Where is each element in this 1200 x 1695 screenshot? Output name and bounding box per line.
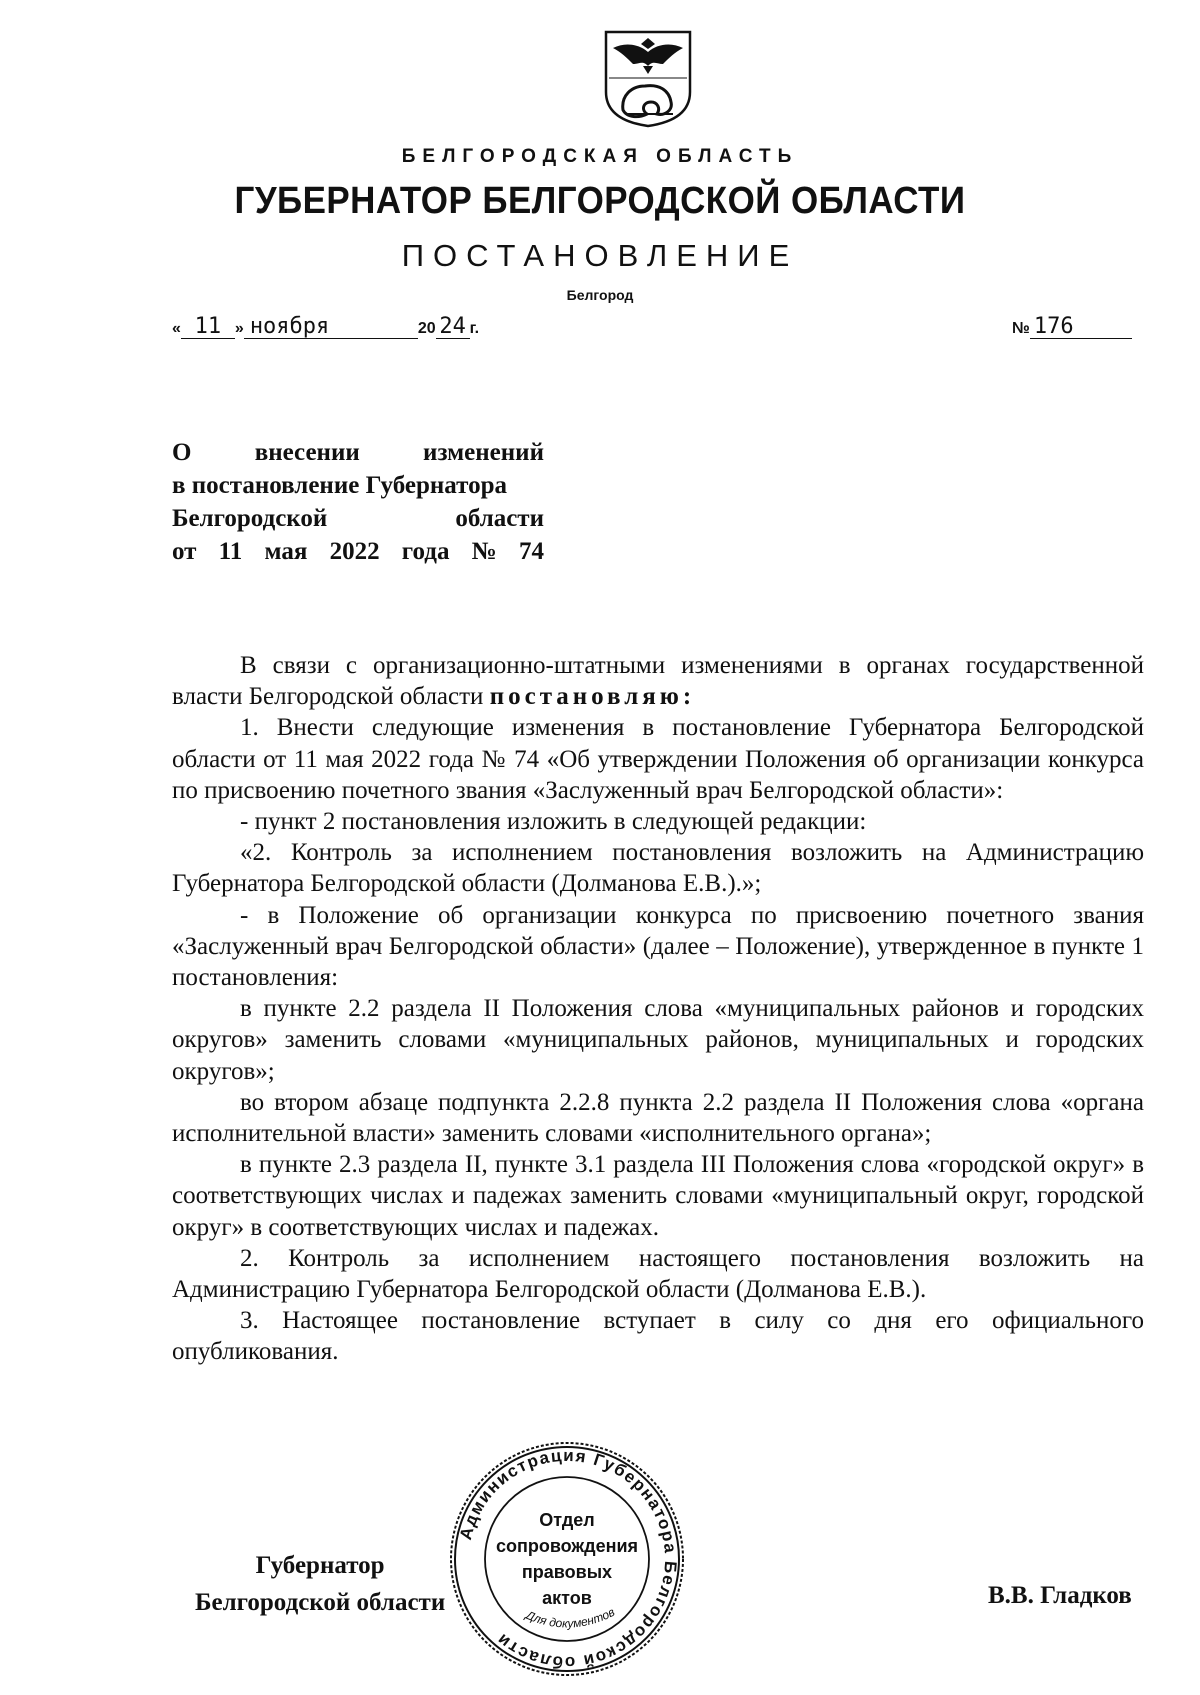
stamp-line: правовых	[521, 1562, 613, 1582]
title-word: внесении	[254, 439, 360, 466]
date-year-mark: г.	[469, 320, 480, 337]
preamble-colon: :	[682, 683, 692, 711]
document-title	[172, 436, 544, 568]
title-word: от	[172, 538, 197, 565]
preamble-text: В связи с организационно-штатными изменениями в органах государственной власти Белгородской области	[172, 652, 1144, 711]
position-line-1: Губернатор	[255, 1552, 385, 1579]
body-paragraph: «2. Контроль за исполнением постановления возложить на Администрацию Губернатора Белгородской области (Долманова Е.В.).»;	[172, 839, 1144, 898]
city-label: Белгород	[566, 287, 634, 303]
title-line-1	[172, 436, 544, 469]
body-paragraph: - пункт 2 постановления изложить в следующей редакции:	[240, 808, 867, 836]
document-date	[172, 316, 479, 339]
title-word: изменений	[423, 439, 544, 466]
number-label: №	[1012, 320, 1030, 337]
body-paragraph-preamble	[172, 650, 1144, 712]
body-paragraph: 1. Внести следующие изменения в постановление Губернатора Белгородской области от 11 мая 2022 года № 74 «Об утверждении Положения об организации конкурса по присвоению почетного звания «Заслуженный врач Белгородской области»:	[172, 714, 1144, 804]
stamp-line: Отдел	[539, 1510, 595, 1530]
position-line-2: Белгородской области	[195, 1589, 446, 1616]
title-word: мая	[264, 538, 308, 565]
title-word: области	[455, 505, 544, 532]
date-month: ноября	[244, 316, 418, 339]
region-heading: БЕЛГОРОДСКАЯ ОБЛАСТЬ	[401, 146, 799, 167]
stamp-ring-text: Администрация Губернатора Белгородской области	[455, 1445, 681, 1673]
body-paragraph: 3. Настоящее постановление вступает в силу со дня его официального опубликования.	[172, 1307, 1144, 1366]
stamp-center	[448, 1440, 686, 1678]
title-line-4	[172, 535, 544, 568]
date-year-prefix: 20	[417, 320, 436, 337]
body-paragraph: во втором абзаце подпункта 2.2.8 пункта 2.2 раздела II Положения слова «органа исполнительной власти» заменить словами «исполнительного органа»;	[172, 1088, 1144, 1148]
title-word: 2022	[329, 538, 380, 565]
title-line-3	[172, 502, 544, 535]
stamp-line: актов	[542, 1588, 592, 1608]
title-word: О	[172, 439, 192, 466]
date-close-quote: »	[234, 320, 244, 337]
signatory-name: В.В. Гладков	[988, 1582, 1132, 1609]
authority-heading: ГУБЕРНАТОР БЕЛГОРОДСКОЙ ОБЛАСТИ	[234, 180, 966, 222]
document-type-heading: ПОСТАНОВЛЕНИЕ	[401, 238, 799, 273]
title-word: 11	[218, 538, 243, 565]
body-paragraph: в пункте 2.2 раздела II Положения слова «муниципальных районов и городских округов» заменить словами «муниципальных районов, муниципальных и городских округов»;	[172, 995, 1144, 1085]
body-paragraph: в пункте 2.3 раздела II, пункте 3.1 раздела III Положения слова «городской округ» в соответствующих числах и падежах заменить словами «муниципальный округ, городской округ» в соответствующих числах и падежах.	[172, 1151, 1144, 1241]
official-stamp	[448, 1440, 686, 1678]
signatory-position	[195, 1547, 445, 1621]
body-paragraph: 2. Контроль за исполнением настоящего постановления возложить на Администрацию Губернатора Белгородской области (Долманова Е.В.).	[172, 1244, 1144, 1304]
stamp-bottom-text: Для документов	[523, 1604, 618, 1631]
preamble-keyword: постановляю	[489, 683, 683, 711]
document-number	[1012, 316, 1132, 339]
document-body	[172, 650, 1144, 1368]
date-year-suffix: 24	[436, 316, 470, 339]
body-paragraph: - в Положение об организации конкурса по присвоению почетного звания «Заслуженный врач Белгородской области» (далее – Положение), утвержденное в пункте 1 постановления:	[172, 901, 1144, 992]
title-word: 74	[518, 538, 544, 565]
date-day: 11	[181, 316, 235, 339]
title-word: Белгородской	[172, 505, 328, 532]
date-open-quote: «	[172, 320, 181, 337]
coat-of-arms-emblem	[603, 30, 693, 128]
title-word: №	[471, 538, 497, 565]
stamp-line: сопровождения	[495, 1536, 639, 1556]
title-line-2: в постановление Губернатора	[172, 472, 507, 499]
number-value: 176	[1030, 316, 1132, 339]
title-word: года	[401, 538, 450, 565]
